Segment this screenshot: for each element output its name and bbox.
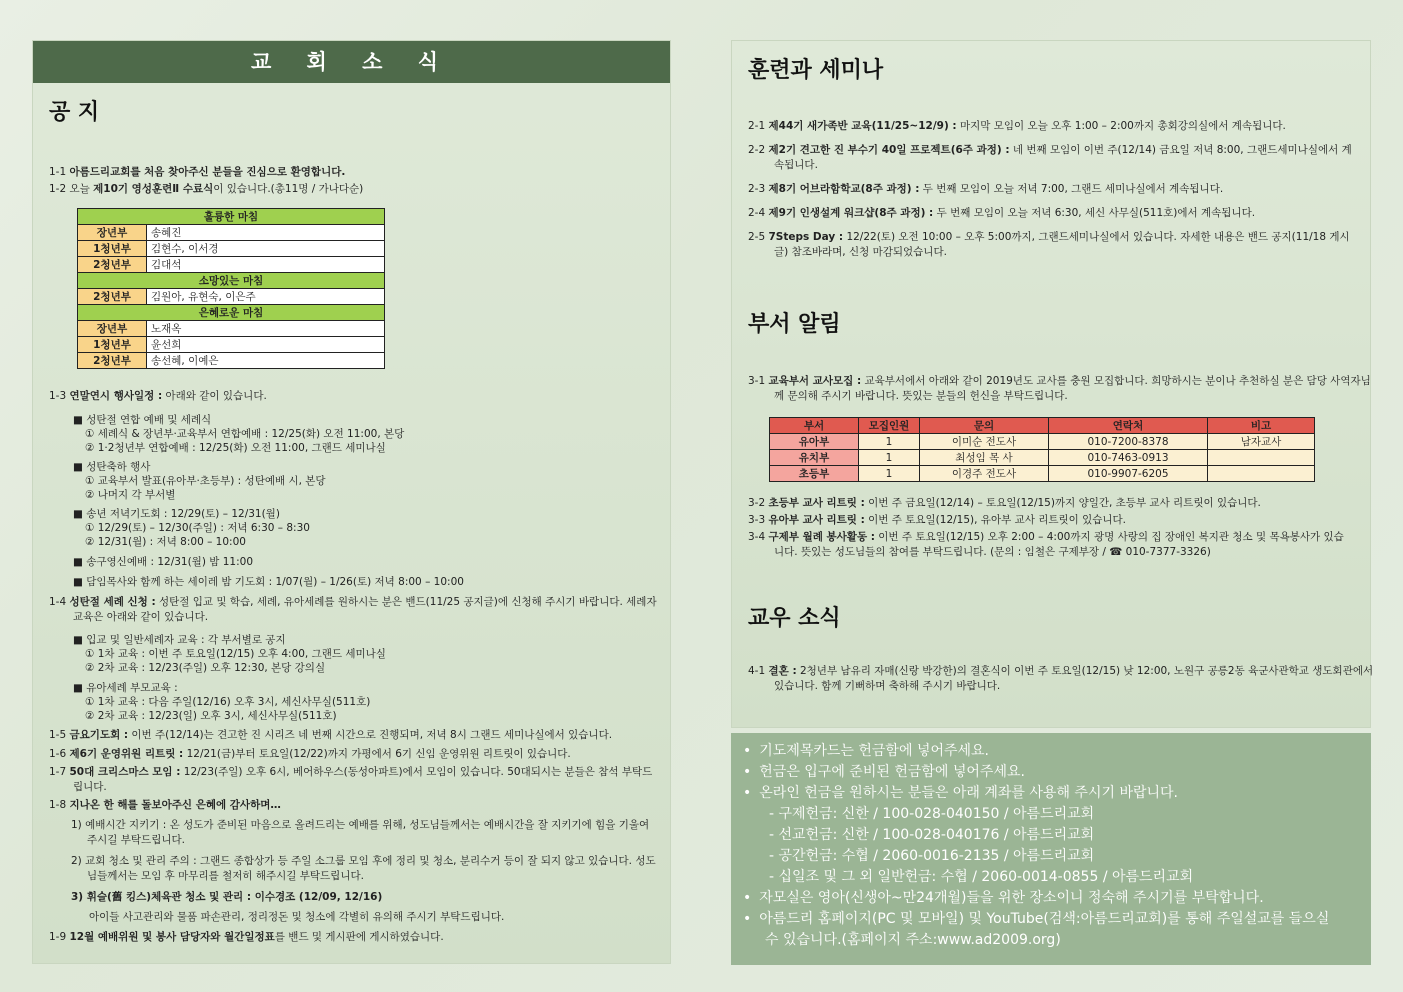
notice-1-7: 1-7 50대 크리스마스 모임 : 12/23(주일) 오후 6시, 베어하우스(동성아파트)에서 모임이 있습니다. 50대되시는 분들은 참석 부탁드립니다. <box>49 766 653 793</box>
notice-title: 공 지 <box>49 100 100 125</box>
event-celebration: ■ 성탄축하 행사 <box>73 461 151 473</box>
notice-1-8-3: 3) 휘슬(舊 킹스)체육관 청소 및 관리 : 이수경조 (12/09, 12/16) <box>71 891 383 903</box>
info-box <box>731 733 1371 965</box>
info-homepage: • 아름드리 홈페이지(PC 및 모바일) 및 YouTube(검색:아름드리교회)를 통해 주일설교를 들으실 <box>743 909 1359 930</box>
training-2-5: 2-5 7Steps Day : 12/22(토) 오전 10:00 – 오후 5:00까지, 그랜드세미나실에서 있습니다. 자세한 내용은 밴드 공지(11/18 게시글) 참조바라며, 신청 마감되었습니다. <box>748 231 1350 258</box>
dept-list <box>748 496 1352 560</box>
church-news-banner: 교 회 소 식 <box>33 41 670 83</box>
notice-1-8-2: 2) 교회 청소 및 관리 주의 : 그랜드 종합상가 등 주일 소그룹 모임 후에 정리 및 청소, 분리수거 등이 잘 되지 않고 있습니다. 성도님들께서는 모임 후 마무리를 철저히 해주시길 부탁드립니다. <box>71 855 656 882</box>
member-4-1: 4-1 결혼 : 2청년부 남유리 자매(신랑 박강한)의 결혼식이 이번 주 토요일(12/15) 낮 12:00, 노원구 공릉2동 육군사관학교 생도회관에서 있습니다. 함께 기뻐하며 축하해 주시기 바랍니다. <box>748 665 1374 692</box>
info-offering-box: • 헌금은 입구에 준비된 헌금함에 넣어주세요. <box>743 762 1359 783</box>
table-row: 장년부 노재옥 <box>78 321 385 337</box>
info-online-offering: • 온라인 헌금을 원하시는 분들은 아래 계좌를 사용해 주시기 바랍니다. <box>743 783 1359 804</box>
dept-3-1: 3-1 교육부서 교사모집 : 교육부서에서 아래와 같이 2019년도 교사를 충원 모집합니다. 희망하시는 분이나 추천하실 분은 담당 사역자님께 문의해 주시기 바랍니다. 뜻있는 분들의 헌신을 부탁드립니다. <box>748 375 1371 402</box>
notice-1-8-3-detail: 아이들 사고관리와 물품 파손관리, 정리정돈 및 청소에 각별히 유의해 주시기 부탁드립니다. <box>89 911 505 923</box>
training-2-2: 2-2 제2기 견고한 진 부수기 40일 프로젝트(6주 과정) : 네 번째 모임이 이번 주(12/14) 금요일 저녁 8:00, 그랜드세미나실에서 계속됩니다. <box>748 144 1352 171</box>
notice-1-8: 1-8 지나온 한 해를 돌보아주신 은혜에 감사하며… <box>49 799 281 811</box>
training-2-3: 2-3 제8기 어브라함학교(8주 과정) : 두 번째 모임이 오늘 저녁 7:00, 그랜드 세미나실에서 계속됩니다. <box>748 183 1224 195</box>
table-row: 유아부 1 이미순 전도사 010-7200-8378 남자교사 <box>770 434 1315 450</box>
table-row: 초등부 1 이경주 전도사 010-9907-6205 <box>770 466 1315 482</box>
table-row: 1청년부 김현수, 이서경 <box>78 241 385 257</box>
notice-body <box>49 389 659 945</box>
training-2-1: 2-1 제44기 새가족반 교육(11/25~12/9) : 마지막 모임이 오늘 오후 1:00 – 2:00까지 총회강의실에서 계속됩니다. <box>748 120 1286 132</box>
account-space: - 공간헌금: 수협 / 2060-0016-2135 / 아름드리교회 <box>769 848 1095 864</box>
event-prayer-meeting: ■ 담임목사와 함께 하는 세이레 밤 기도회 : 1/07(월) – 1/26(토) 저녁 8:00 – 10:00 <box>73 576 464 588</box>
training-2-4: 2-4 제9기 인생설계 워크샵(8주 과정) : 두 번째 모임이 오늘 저녁 6:30, 세신 사무실(511호)에서 계속됩니다. <box>748 207 1256 219</box>
notice-1-1: 1-1 아름드리교회를 처음 찾아주신 분들을 진심으로 환영합니다. <box>49 166 346 178</box>
account-relief: - 구제헌금: 신한 / 100-028-040150 / 아름드리교회 <box>769 806 1095 822</box>
teacher-table <box>769 417 1315 482</box>
table-row: 장년부 송혜진 <box>78 225 385 241</box>
event-christmas: ■ 성탄절 연합 예배 및 세례식 <box>73 414 212 426</box>
table-row: 2청년부 송선혜, 이예은 <box>78 353 385 369</box>
info-prayer-card: • 기도제목카드는 헌금함에 넣어주세요. <box>743 741 1359 762</box>
table-header-row: 부서 모집인원 문의 연락처 비고 <box>770 418 1315 434</box>
info-nursery: • 자모실은 영아(신생아~만24개월)들을 위한 장소이니 정숙해 주시기를 부탁합니다. <box>743 888 1359 909</box>
training-title: 훈련과 세미나 <box>748 58 884 83</box>
account-tithe: - 십일조 및 그 외 일반헌금: 수협 / 2060-0014-0855 / 아름드리교회 <box>769 869 1194 885</box>
notice-1-8-1: 1) 예배시간 지키기 : 온 성도가 준비된 마음으로 올려드리는 예배를 위해, 성도님들께서는 예배시간을 잘 지키기에 힘을 기울여 주시길 부탁드립니다. <box>71 819 650 846</box>
dept-3-3: 3-3 유아부 교사 리트릿 : 이번 주 토요일(12/15), 유아부 교사 리트릿이 있습니다. <box>748 514 1127 526</box>
member-title: 교우 소식 <box>748 606 841 631</box>
event-new-year-service: ■ 송구영신예배 : 12/31(월) 밤 11:00 <box>73 556 254 568</box>
notice-1-2: 1-2 오늘 제10기 영성훈련Ⅱ 수료식이 있습니다.(총11명 / 가나다순) <box>49 183 364 195</box>
notice-1-6: 1-6 제6기 운영위원 리트릿 : 12/21(금)부터 토요일(12/22)까지 가평에서 6기 신임 운영위원 리트릿이 있습니다. <box>49 748 571 760</box>
completion-table <box>77 208 385 369</box>
notice-1-4: 1-4 성탄절 세례 신청 : 성탄절 입교 및 학습, 세례, 유아세례를 원하시는 분은 밴드(11/25 공지글)에 신청해 주시기 바랍니다. 세례자 교육은 아래와 같이 있습니다. <box>49 596 657 623</box>
notice-1-5: 1-5 금요기도회 : 이번 주(12/14)는 견고한 진 시리즈 네 번째 시간으로 진행되며, 저녁 8시 그랜드 세미나실에서 있습니다. <box>49 729 613 741</box>
table-row: 2청년부 김대석 <box>78 257 385 273</box>
info-homepage-cont: 수 있습니다.(홈페이지 주소:www.ad2009.org) <box>765 932 1061 948</box>
table-section-header: 소망있는 마침 <box>78 273 385 289</box>
dept-3-2: 3-2 초등부 교사 리트릿 : 이번 주 금요일(12/14) – 토요일(12/15)까지 양일간, 초등부 교사 리트릿이 있습니다. <box>748 497 1261 509</box>
training-panel <box>731 40 1374 728</box>
table-section-header: 은혜로운 마침 <box>78 305 385 321</box>
table-section-header: 훌륭한 마침 <box>78 209 385 225</box>
training-list <box>748 119 1352 260</box>
event-list: ■ 성탄절 연합 예배 및 세례식 ① 세례식 & 장년부·교육부서 연합예배 : 12/25(화) 오전 11:00, 본당 ② 1·2청년부 연합예배 : 12/25(화) 오전 11:00, 그랜드 세미나실 ■ 성탄축하 행사 ① 교육부서 발표(유아부·초등부) : 성탄예배 시, 본당 ② 나머지 각 부서별 ■ 송년 저녁기도회 : 12/29(토) – 12/31(월) ① 12/29(토) – 12/30(주일) : 저녁 6:30 – 8:30 ② 12/31(월) : 저녁 8:00 – 10:00 ■ 송구영신예배 : 12/31(월) 밤 11:00 ■ 담임목사와 함께 하는 세이레 밤 기도회 : 1/07(월) – 1/26(토) 저녁 8:00 – 10:00 <box>49 413 659 589</box>
account-mission: - 선교헌금: 신한 / 100-028-040176 / 아름드리교회 <box>769 827 1095 843</box>
table-row: 1청년부 윤선희 <box>78 337 385 353</box>
dept-title: 부서 알림 <box>748 312 841 337</box>
table-row: 유치부 1 최성임 목 사 010-7463-0913 <box>770 450 1315 466</box>
notice-1-3: 1-3 연말연시 행사일정 : 아래와 같이 있습니다. <box>49 390 267 402</box>
baptism-education: ■ 입교 및 일반세례자 교육 : 각 부서별로 공지 ① 1차 교육 : 이번 주 토요일(12/15) 오후 4:00, 그랜드 세미나실 ② 2차 교육 : 12/23(주일) 오후 12:30, 본당 강의실 ■ 유아세례 부모교육 : ① 1차 교육 : 다음 주일(12/16) 오후 3시, 세신사무실(511호) ② 2차 교육 : 12/23(일) 오후 3시, 세신사무실(511호) <box>73 634 386 722</box>
church-news-panel <box>32 40 671 964</box>
notice-1-9: 1-9 12월 예배위원 및 봉사 담당자와 월간일정표를 밴드 및 게시판에 게시하였습니다. <box>49 931 444 943</box>
table-row: 2청년부 김원아, 유현숙, 이은주 <box>78 289 385 305</box>
event-year-end-prayer: ■ 송년 저녁기도회 : 12/29(토) – 12/31(월) <box>73 508 280 520</box>
dept-3-4: 3-4 구제부 월례 봉사활동 : 이번 주 토요일(12/15) 오후 2:00 – 4:00까지 광명 사랑의 집 장애인 복지관 청소 및 목욕봉사가 있습니다. 뜻있는 성도님들의 참여를 부탁드립니다. (문의 : 임철은 구제부장 / ☎ 010-7377-3326) <box>748 531 1344 558</box>
